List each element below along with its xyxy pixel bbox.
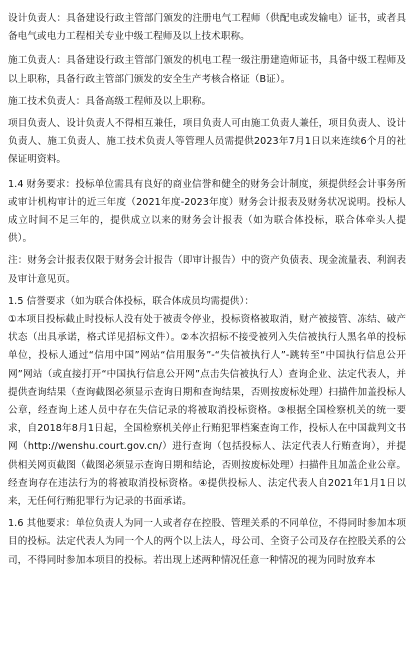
credit-requirement-heading: 1.5 信誉要求（如为联合体投标，联合体成员均需提供）： [8,295,254,307]
credit-requirement-body: ①本项目投标截止时投标人没有处于被责令停业，投标资格被取消，财产被接管、冻结、破产状态（出具承诺，格式详见招标文件）。②本次招标不接受被列入失信被执行人黑名单的投标单位，投标人通过“信用中国”网站“信用服务”-“失信被执行人”-跳转至“中国执行信息公开网”网站（或直接打开“中国执行信息公开网”点击失信被执行人）查询企业、法定代表人，并提供查询结果（查询截图必须显示查询日期和查询结果，否则按废标处理）扫描件加盖投标人公章，经查询上述人员中存在失信记录的将被取消投标资格。③根据全国检察机关的统一要求，自2018年8月1日起，全国检察机关停止行贿犯罪档案查询工作，投标人在中国裁判文书网（http://wenshu.court.gov.cn/）进行查询（包括投标人、法定代表人行贿查询），并提供相关网页截图（截图必须显示查询日期和结论，否则按废标处理）扫描件且加盖企业公章。经查询存在违法行为的将被取消投标资格。④提供投标人、法定代表人自2021年1月1日以来，无任何行贿犯罪行为记录的书面承诺。 [8,314,406,508]
financial-note: 注：财务会计报表仅限于财务会计报告（即审计报告）中的资产负债表、现金流量表、利润表及审计意见页。 [8,255,406,285]
other-requirements: 1.6 其他要求：单位负责人为同一人或者存在控股、管理关系的不同单位，不得同时参加本项目的投标。法定代表人为同一个人的两个以上法人，母公司、全资子公司及存在控股关系的公司，不得同时参加本项目的投标。若出现上述两种情况任意一种情况的视为同时放弃本 [8,518,406,566]
project-lead-requirement: 项目负责人、设计负责人不得相互兼任，项目负责人可由施工负责人兼任，项目负责人、设计负责人、施工负责人、施工技术负责人等管理人员需提供2023年7月1日以来连续6个月的社保证明资料。 [8,118,406,166]
financial-requirement: 1.4 财务要求：投标单位需具有良好的商业信誉和健全的财务会计制度，须提供经会计事务所或审计机构审计的近三年度（2021年度-2023年度）财务会计报表及财务状况说明。投标人成立时间不足三年的，提供成立以来的财务会计报表（如为联合体投标，联合体牵头人提供）。 [8,178,406,245]
design-lead-requirement: 设计负责人：具备建设行政主管部门颁发的注册电气工程师（供配电或发输电）证书，或者具备电气或电力工程相关专业中级工程师及以上技术职称。 [8,13,406,43]
construction-lead-requirement: 施工负责人：具备建设行政主管部门颁发的机电工程一级注册建造师证书，具备中级工程师及以上职称，具备行政主管部门颁发的安全生产考核合格证（B证）。 [8,55,406,85]
construction-tech-lead-requirement: 施工技术负责人：具备高级工程师及以上职称。 [8,95,212,107]
